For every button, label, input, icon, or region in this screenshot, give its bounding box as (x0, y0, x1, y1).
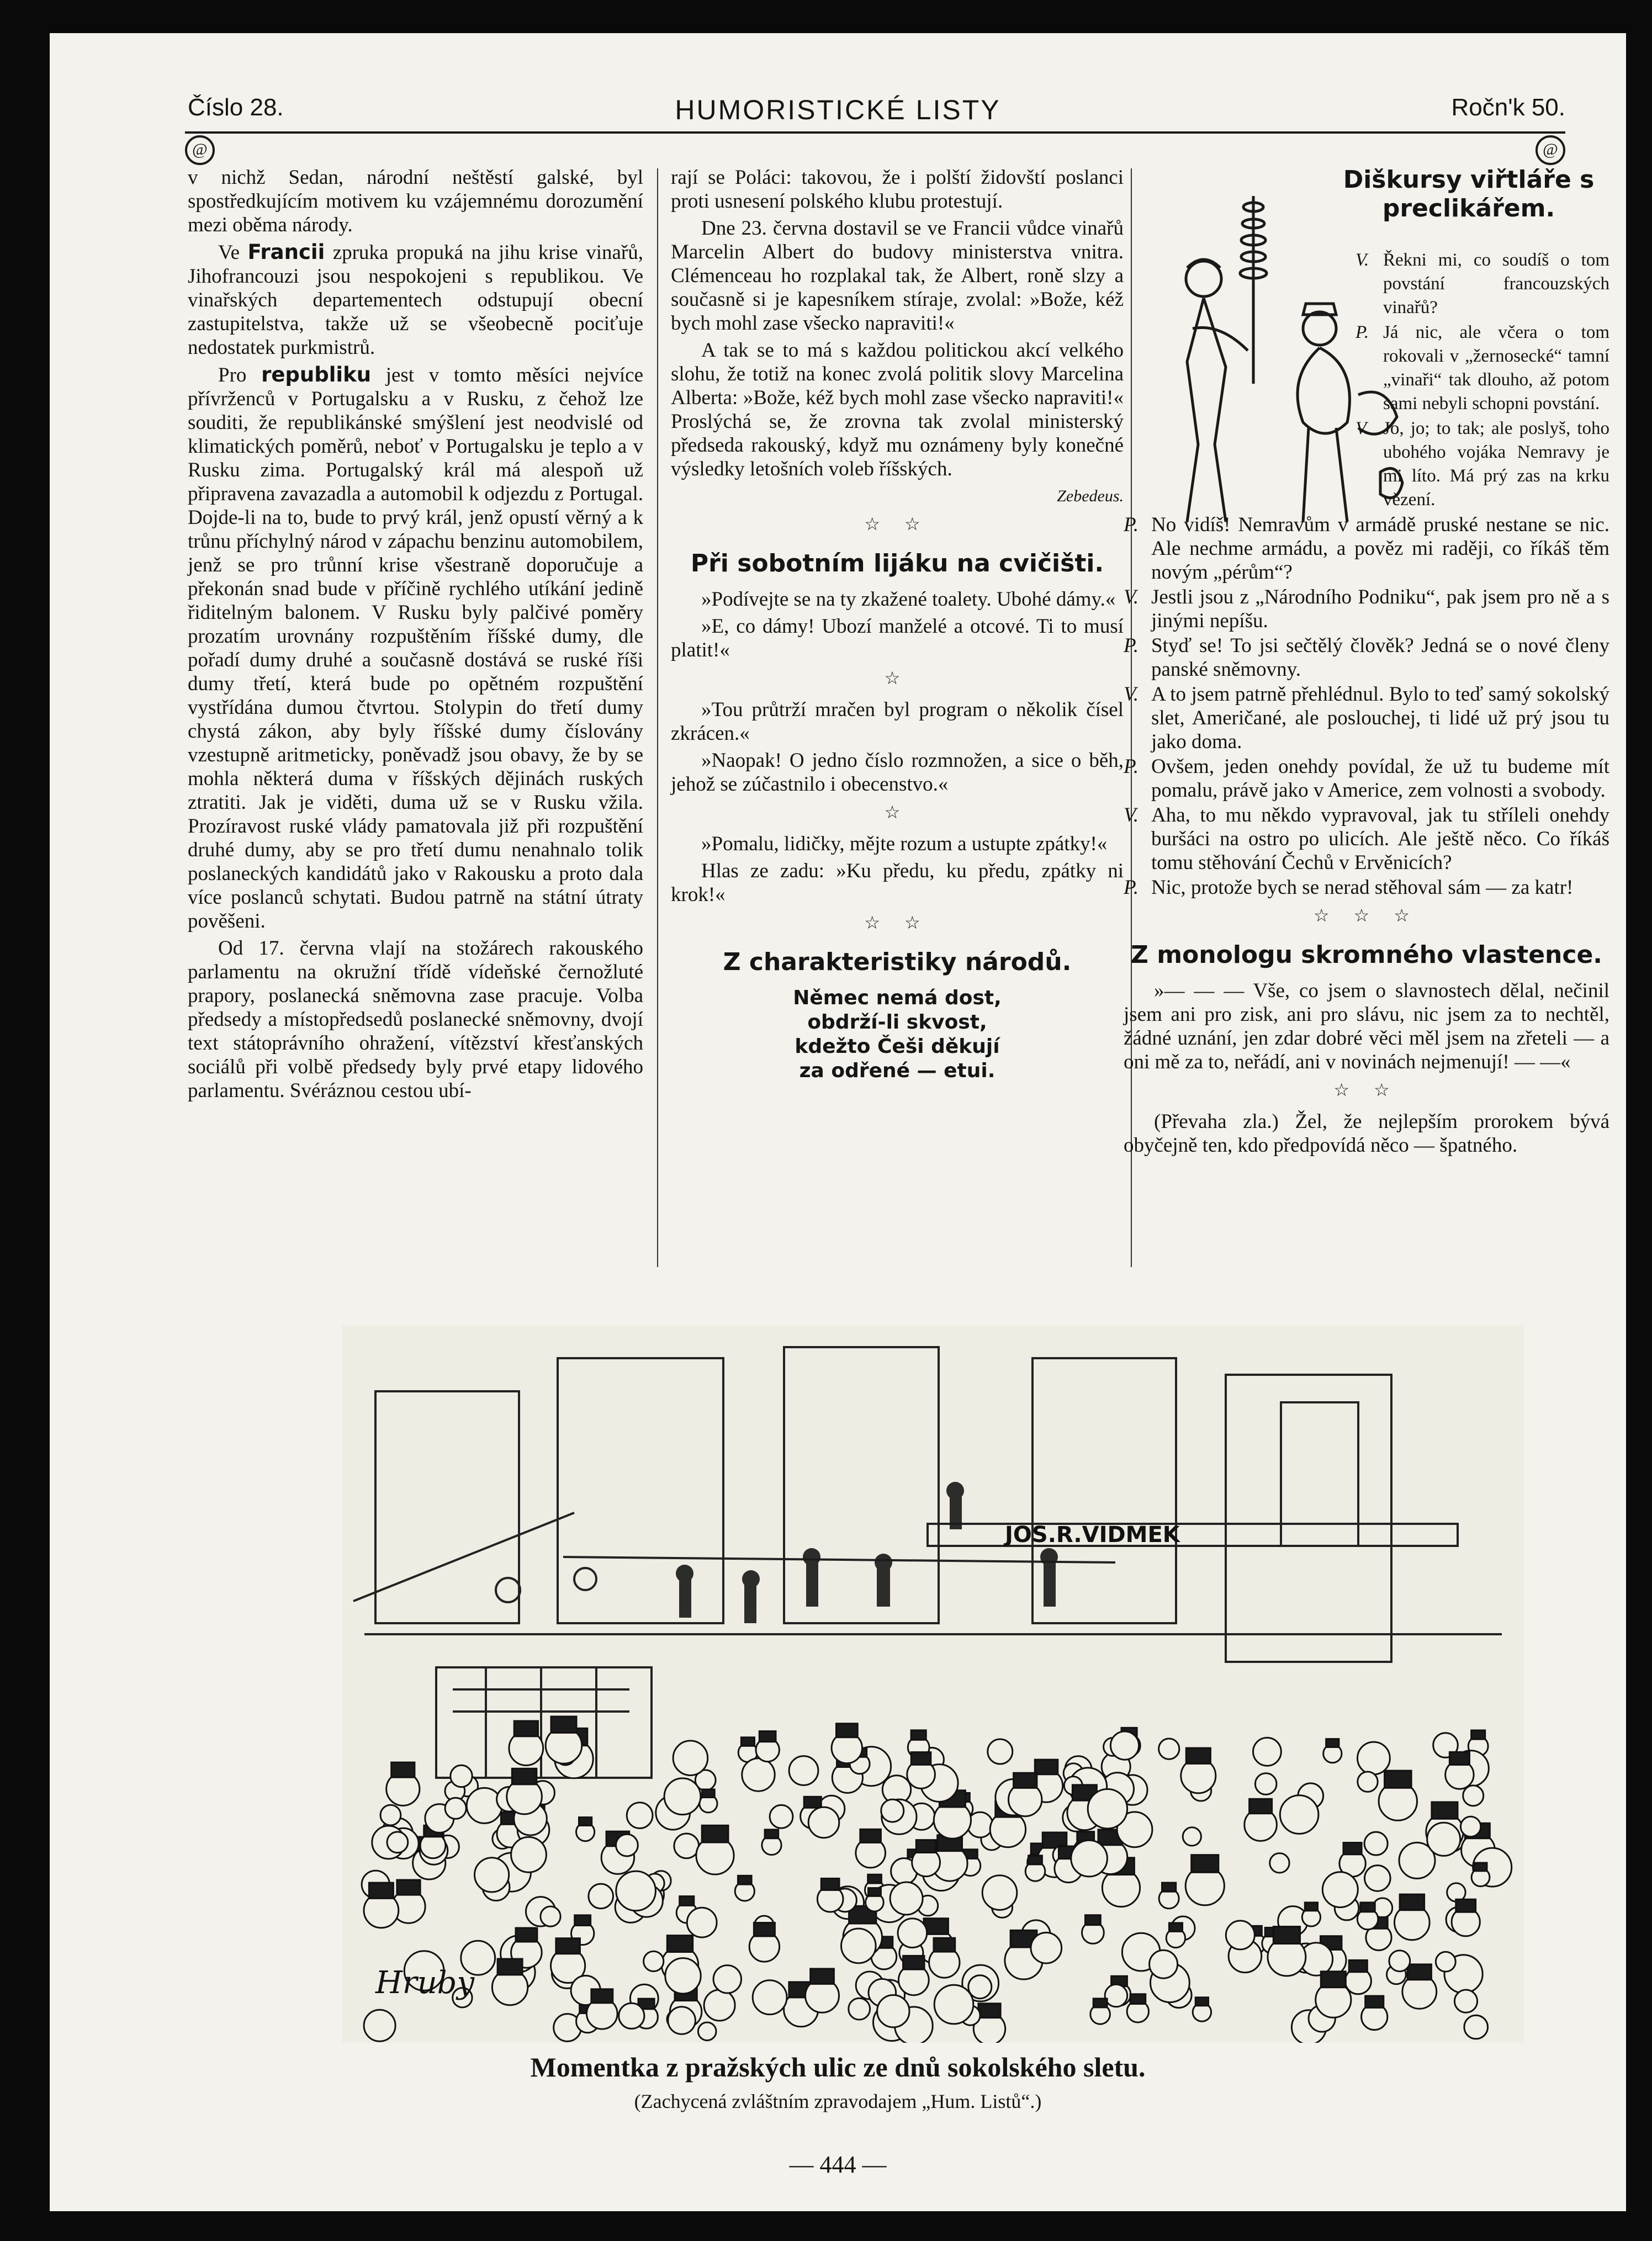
paragraph: »— — — Vše, co jsem o slavnostech dělal, nečinil jsem ani pro zisk, ani pro slávu, nic jsem za to nechtěl, žádné uznání, jen zdar dobré věci měl jsem na zřeteli — a oni mě za to, neřádí, ani v novinách nejmenují! — —« (1124, 979, 1609, 1073)
crowd-hat (556, 1938, 580, 1954)
column-1 (188, 166, 643, 1106)
crowd-head (1150, 1950, 1178, 1978)
paragraph: v nichž Sedan, národní neštěstí galské, byl spostředkujícím motivem ku vzájemnému dorozumění mezi oběma národy. (188, 166, 643, 236)
crowd-head (1463, 1786, 1484, 1806)
crowd-head (674, 1834, 699, 1858)
paragraph: Od 17. června vlají na stožárech rakouského parlamentu na okružní třídě vídeňské černožluté prapory, poslanecká sněmovna zase pracuje. Volba předsedy a místopředsedů poslanecké sněmovny, dvojí text státoprávního ohražení, vítězství křesťanských sociálů při volbě předsedy byly prvé etapy lidového parlamentu. Svéráznou cestou ubí- (188, 937, 643, 1102)
star-separator: ☆ ☆ (864, 514, 930, 534)
crowd-head (467, 1788, 502, 1823)
column-divider (657, 168, 658, 1267)
crowd-head (881, 1799, 904, 1822)
keyword: republiku (261, 363, 372, 386)
section-title: Při sobotním lijáku na cvičišti. (690, 549, 1104, 578)
crowd-head (1253, 1737, 1282, 1766)
crowd-hat (391, 1762, 415, 1777)
crowd-hat (1195, 1998, 1208, 2006)
section-title: Z monologu skromného vlastence. (1130, 941, 1603, 969)
crowd-head (1454, 1990, 1477, 2012)
crowd-hat (1474, 1863, 1487, 1871)
crowd-head (1322, 1872, 1358, 1908)
quote: »Pomalu, lidičky, mějte rozum a ustupte zpátky!« (701, 833, 1108, 855)
crowd-head (511, 1837, 547, 1872)
crowd-head (1365, 1866, 1391, 1892)
crowd-hat (579, 1818, 592, 1826)
speech: Jo, jo; to tak; ale poslyš, toho ubohého vojáka Nemravy je mi líto. Má prý zas na krku vězení. (1383, 418, 1609, 510)
crowd-hat (821, 1878, 839, 1890)
page-number: — 444 — (789, 2151, 887, 2178)
crowd-hat (741, 1737, 754, 1746)
crowd-head (1031, 1932, 1062, 1963)
crowd-hat (765, 1830, 779, 1839)
ornament-right-icon: @ (1535, 135, 1565, 165)
crowd-head (627, 1803, 653, 1829)
crowd-head (687, 1908, 717, 1937)
poem (671, 986, 1124, 1083)
crowd-hat (702, 1789, 715, 1798)
ornament-left-icon: @ (185, 135, 215, 165)
crowd-hat (1249, 1799, 1272, 1813)
column-3 (1124, 248, 1609, 1161)
crowd-head (673, 1741, 708, 1776)
crowd-hat (978, 2004, 1000, 2018)
crowd-hat (1192, 1855, 1219, 1873)
crowd-head (841, 1929, 876, 1963)
crowd-hat (738, 1876, 752, 1884)
crowd-hat (1407, 1964, 1431, 1980)
quote: »Tou průtrží mračen byl program o několik čísel zkrácen.« (671, 698, 1124, 745)
crowd-head (451, 1765, 472, 1787)
star-separator: ☆ ☆ (1333, 1080, 1400, 1100)
crowd-hat (551, 1716, 576, 1733)
crowd-hat (1186, 1748, 1210, 1763)
crowd-head (644, 1951, 664, 1971)
crowd-head (668, 2007, 696, 2035)
poem-line: obdrží-li skvost, (807, 1011, 987, 1034)
crowd-head (1110, 1731, 1139, 1760)
crowd-hat (911, 1752, 931, 1765)
crowd-head (1270, 1853, 1289, 1873)
poem-line: kdežto Češi děkují (795, 1035, 1000, 1058)
speaker: V. (1124, 804, 1139, 827)
speech: Jestli jsou z „Národního Podniku“, pak jsem pro ně a s jinými nepíšu. (1151, 586, 1609, 632)
quote: »Naopak! O jedno číslo rozmnožen, a sice o běh, jehož se zúčastnilo i obecenstvo.« (671, 749, 1124, 796)
speaker: V. (1356, 250, 1369, 270)
artist-signature: Hruby (375, 1965, 475, 2001)
speaker: P. (1124, 876, 1139, 899)
crowd-head (890, 1882, 923, 1915)
star-separator: ☆ (884, 802, 910, 822)
crowd-hat (1162, 1883, 1176, 1892)
speaker: P. (1124, 513, 1139, 536)
crowd-hat (702, 1825, 728, 1842)
speech: No vidíš! Nemravům v armádě pruské nestane se nic. Ale nechme armádu, a pověz mi raději, co říkáš těm novým „pérům“? (1151, 513, 1609, 584)
illustration-caption: Momentka z pražských ulic ze dnů sokolského sletu. (530, 2052, 1146, 2083)
crowd-head (1364, 1832, 1388, 1855)
crowd-hat (591, 1989, 613, 2003)
crowd-hat (811, 1969, 834, 1984)
crowd-hat (514, 1721, 538, 1736)
poem-line: za odřené — etui. (799, 1059, 996, 1082)
section-title: Z charakteristiky národů. (723, 948, 1072, 976)
crowd-head (982, 1876, 1017, 1910)
speaker: V. (1356, 418, 1369, 438)
crowd-hat (916, 1840, 936, 1853)
crowd-head (1358, 1772, 1378, 1792)
crowd-hat (1321, 1972, 1346, 1988)
crowd-head (1427, 1823, 1460, 1856)
paragraph: (Převaha zla.) Žel, že nejlepším prorokem bývá obyčejně ten, kdo předpovídá něco — špatného. (1124, 1110, 1609, 1157)
crowd-head (968, 1975, 992, 1999)
speech: Nic, protože bych se nerad stěhoval sám — za katr! (1151, 876, 1574, 899)
crowd-hat (1385, 1771, 1412, 1788)
paragraph: Pro republiku jest v tomto měsíci nejvíce přívrženců v Portugalsku a v Rusku, z čehož lze souditi, že republikánské smýšlení jest neodvislé od klimatických poměrů, neboť v Portugalsku je teplo a v Rusku zima. Portugalský král má alespoň už připravena zavazadla a automobil k odjezdu z Portugal. Dojde-li na to, bude to prvý král, jenž opustí věrný a k trůnu příchylný národ v zápachu benzinu automobilem, jenž se pro trůnní krise všestraně doporučuje a překonán snad bude v příčině rychlého utíkání jedině řiditelným balonem. V Rusku byly palčivé poměry prozatím urovnány rozpuštěním říšské dumy, dle pořadí dumy druhé a současně dostává se ruské říši dumy třetí, která bude po opětném rozpuštění vystřídána dumou čtvrtou. Stolypin do třetí dumy chystá zákon, aby byly říšské dumy číslovány vzestupně aritmeticky, poněvadž jsou obavy, že by se mohla některá duma v říšských dějinách ruských ztratiti. Jak je viděti, duma už se v Rusku vžila. Prozíravost ruské vlády pamatovala již při rozpuštění druhé dumy, aby se pro třetí dumu nenahnalo tolik poslaneckých kandidátů jako v Rakousku a proto dala více poslanců schytati. Budou patrně na státní útraty pověšeni. (188, 363, 643, 933)
crowd-hat (1273, 1927, 1300, 1944)
crowd-head (1280, 1795, 1319, 1834)
crowd-head (849, 1998, 870, 2020)
crowd-head (1436, 1952, 1455, 1972)
crowd-head (698, 2022, 716, 2041)
crowd-hat (1093, 1999, 1107, 2007)
crowd-hat (860, 1829, 881, 1842)
crowd-hat (516, 1928, 537, 1942)
crowd-head (589, 1884, 613, 1909)
crowd-hat (1326, 1739, 1339, 1747)
crowd-head (541, 1906, 560, 1926)
author-signature: Zebedeus. (1057, 487, 1124, 505)
crowd-head (808, 1807, 839, 1838)
crowd-hat (836, 1724, 858, 1737)
crowd-hat (1169, 1923, 1182, 1932)
crowd-hat (1343, 1843, 1362, 1855)
speech: Ovšem, jeden onehdy povídal, že už tu budeme mít pomalu, právě jako v Americe, zem volnosti a svobody. (1151, 755, 1609, 802)
crowd-head (1389, 1951, 1410, 1972)
crowd-hat (1432, 1802, 1458, 1819)
crowd-hat (575, 1915, 591, 1926)
dialogue-line (1124, 755, 1609, 802)
crowd-hat (911, 1730, 926, 1740)
crowd-hat (1305, 1903, 1317, 1911)
crowd-hat (667, 1936, 692, 1952)
paragraph: rají se Poláci: takovou, že i polští židovští poslanci proti usnesení polského klubu protestují. (671, 166, 1124, 213)
crowd-head (789, 1756, 818, 1786)
star-separator: ☆ ☆ ☆ (1313, 905, 1420, 925)
crowd-head (616, 1834, 638, 1856)
crowd-head (753, 1980, 787, 2015)
speech: Řekni mi, co soudíš o tom povstání francouzských vinařů? (1383, 250, 1609, 317)
crowd-head (877, 1995, 909, 2027)
illustration-subcaption: (Zachycená zvláštním zpravodajem „Hum. Listů“.) (634, 2090, 1042, 2112)
speaker: P. (1124, 755, 1139, 778)
crowd-head (1105, 1984, 1127, 2007)
crowd-hat (1035, 1760, 1058, 1774)
keyword: Francii (247, 240, 325, 264)
crowd-head (1358, 1742, 1390, 1774)
crowd-head (1071, 1840, 1108, 1877)
crowd-head (713, 1965, 741, 1993)
star-separator: ☆ (884, 668, 910, 688)
crowd-hat (497, 1959, 522, 1975)
section-title: Diškursy viřtláře s preclikářem. (1343, 166, 1595, 222)
crowd-head (1255, 1773, 1277, 1795)
crowd-head (770, 1805, 793, 1828)
crowd-hat (1086, 1915, 1101, 1925)
crowd-hat (1400, 1894, 1425, 1910)
crowd-hat (1456, 1899, 1476, 1912)
crowd-head (1460, 1816, 1480, 1836)
crowd-head (665, 1958, 701, 1994)
speech: Styď se! To jsi sečtělý člověk? Jedná se o nové členy panské sněmovny. (1151, 634, 1609, 681)
speaker: P. (1356, 322, 1369, 342)
crowd-hat (680, 1896, 694, 1906)
star-separator: ☆ ☆ (864, 913, 930, 933)
crowd-hat (804, 1797, 821, 1808)
shop-sign: JOS.R.VIDMEK (1005, 1522, 1180, 1548)
crowd-hat (934, 1938, 955, 1952)
crowd-hat (1365, 1996, 1384, 2007)
quote: »Podívejte se na ty zkažené toalety. Ubohé dámy.« (701, 588, 1116, 611)
crowd-head (364, 2010, 395, 2041)
speech: Aha, to mu někdo vypravoval, jak tu stříleli onehdy buršáci na ostro po ulicích. Ale ještě něco. Co říkáš tomu stěhování Čechů v Ervěnicích? (1151, 804, 1609, 874)
dialogue-line (1356, 248, 1609, 320)
crowd-head (988, 1739, 1013, 1764)
volume-number: Ročn'k 50. (1451, 94, 1565, 121)
paragraph: Ve Francii zpruka propuká na jihu krise vinařů, Jihofrancouzi jsou nespokojeni s republikou. Ve vinařských departementech odstupují obecní zastupitelstva, takže už se všeobecně pociťuje nedostatek purkmistrů. (188, 240, 643, 359)
crowd-hat (369, 1883, 393, 1898)
crowd-head (664, 1778, 701, 1815)
crowd-hat (868, 1874, 882, 1883)
crowd-head (742, 1758, 775, 1791)
crowd-head (1088, 1789, 1127, 1829)
dialogue-line (1124, 585, 1609, 633)
crowd-head (934, 1985, 973, 2024)
crowd-illustration (342, 1325, 1524, 2043)
newspaper-page (50, 33, 1626, 2211)
dialogue-line (1124, 634, 1609, 681)
speaker: V. (1124, 683, 1139, 706)
crowd-head (1226, 1921, 1254, 1949)
header-rule (185, 131, 1565, 134)
crowd-hat (754, 1923, 775, 1937)
crowd-head (898, 1919, 927, 1948)
dialogue-line (1124, 513, 1609, 584)
crowd-hat (1130, 1994, 1146, 2004)
speaker: V. (1124, 586, 1139, 608)
crowd-hat (1471, 1730, 1485, 1739)
dialogue (1124, 248, 1609, 899)
speech: A to jsem patrně přehlédnul. Bylo to teď samý sokolský slet, Američané, ale poslouchej, ti lidé už prý jsou tu jako doma. (1151, 683, 1609, 753)
crowd-head (1159, 1739, 1179, 1759)
quote: Hlas ze zadu: »Ku předu, ku předu, zpátky ni krok!« (671, 860, 1124, 906)
crowd-head (704, 1990, 735, 2021)
paragraph: A tak se to má s každou politickou akcí velkého slohu, že totiž na konec zvolá politik slovy Marcelina Alberta: »Bože, kéž bych mohl zase všecko napraviti!« Proslýchá se, že zrovna tak zvolal ministerský předseda rakouský, když mu oznámeny byly konečné výsledky letošních voleb říšských. (671, 339, 1124, 480)
crowd-head (1183, 1827, 1201, 1846)
quote: »E, co dámy! Ubozí manželé a otcové. Ti to musí platit!« (671, 615, 1124, 661)
dialogue-line (1124, 803, 1609, 875)
crowd-head (475, 1858, 509, 1892)
crowd-head (616, 1871, 656, 1911)
crowd-head (380, 1805, 401, 1825)
crowd-hat (1349, 1960, 1367, 1972)
dialogue-line (1124, 876, 1609, 899)
crowd-hat (1029, 1856, 1042, 1864)
paragraph: Dne 23. června dostavil se ve Francii vůdce vinařů Marcelin Albert do budovy ministerstva vnitra. Clémenceau ho rozplakal tak, že Albert, roně slzy a současně si je kapesníkem stíraje, zvolal: »Bože, kéž bych mohl zase všecko napraviti!« (671, 217, 1124, 335)
crowd-head (619, 2003, 644, 2028)
crowd-hat (1360, 1903, 1375, 1912)
speaker: P. (1124, 634, 1139, 657)
dialogue-line (1124, 682, 1609, 754)
crowd-head (1464, 2015, 1488, 2039)
crowd-hat (397, 1880, 420, 1895)
column-2 (671, 166, 1124, 1089)
crowd-head (387, 1832, 408, 1853)
masthead-title: HUMORISTICKÉ LISTY (675, 94, 1001, 125)
dialogue-line (1356, 321, 1609, 416)
crowd-hat (903, 1956, 924, 1969)
crowd-hat (759, 1731, 776, 1742)
speech: Já nic, ale včera o tom rokovali v „žernosecké“ tamní „vinaři“ tak dlouho, až potom sami nebyli schopni povstání. (1383, 322, 1609, 414)
crowd-hat (1449, 1752, 1469, 1765)
issue-number: Číslo 28. (188, 94, 284, 121)
crowd-hat (869, 1888, 881, 1896)
poem-line: Němec nemá dost, (793, 987, 1002, 1009)
crowd-hat (512, 1768, 537, 1784)
crowd-hat (1014, 1773, 1037, 1788)
crowd-head (445, 1798, 466, 1819)
dialogue-line (1356, 417, 1609, 512)
